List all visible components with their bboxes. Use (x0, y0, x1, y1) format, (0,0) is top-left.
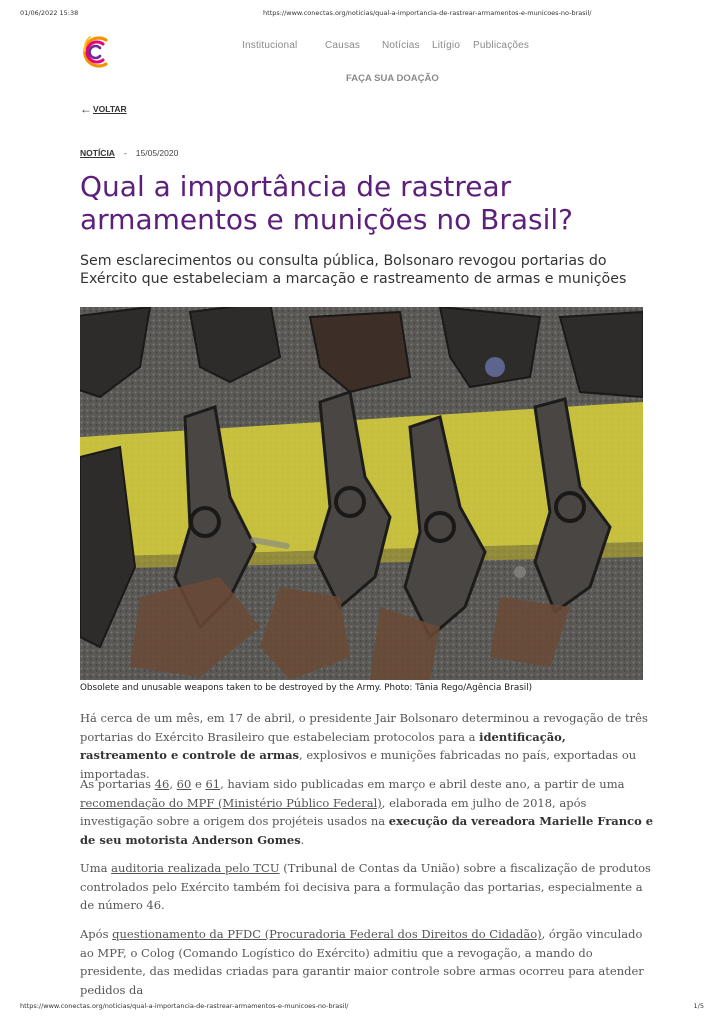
category-link[interactable]: NOTÍCIA (80, 148, 115, 158)
paragraph-3: Uma auditoria realizada pelo TCU (Tribunal de Contas da União) sobre a fiscalização de produtos controlados pelo Exército também foi decisiva para a formulação das portarias, especialmente a de número 46. (80, 861, 651, 912)
print-header (20, 9, 704, 21)
back-label: VOLTAR (93, 104, 127, 114)
paragraph-1: Há cerca de um mês, em 17 de abril, o presidente Jair Bolsonaro determinou a revogação de três portarias do Exército Brasileiro que estabeleciam protocolos para a identificação, rastreamento e controle de armas, explosivos e munições fabricadas no país, exportadas ou importadas. (80, 711, 648, 781)
conectas-logo-icon (80, 33, 112, 71)
print-timestamp: 01/06/2022 15:38 (20, 9, 79, 17)
article-title: Qual a importância de rastrear armamentos e munições no Brasil? (80, 170, 574, 236)
link-portaria-46[interactable]: 46 (154, 777, 170, 791)
article-meta (80, 148, 178, 158)
paragraph-2: As portarias 46, 60 e 61, haviam sido publicadas em março e abril deste ano, a partir de uma recomendação do MPF (Ministério Público Federal), elaborada em julho de 2018, após investigação sobre a origem dos projéteis usados na execução da vereadora Marielle Franco e de seu motorista Anderson Gomes. (80, 777, 654, 847)
weapons-photo-illustration (80, 307, 643, 680)
nav-item-litigio[interactable]: Litígio (432, 40, 461, 51)
photo-caption: Obsolete and unusable weapons taken to be destroyed by the Army. Photo: Tânia Rego/Agência Brasil) (80, 683, 533, 693)
link-portaria-61[interactable]: 61 (205, 777, 221, 791)
nav-item-publicacoes[interactable]: Publicações (473, 40, 530, 51)
footer-url: https://www.conectas.org/noticias/qual-a-importancia-de-rastrear-armamentos-e-municoes-no-brasil/ (20, 1002, 349, 1010)
article-subtitle: Sem esclarecimentos ou consulta pública, Bolsonaro revogou portarias do Exército que estabeleciam a marcação e rastreamento de armas e munições (80, 253, 627, 287)
page-number: 1/5 (693, 1002, 704, 1010)
link-questionamento-pfdc[interactable]: questionamento da PFDC (Procuradoria Federal dos Direitos do Cidadão) (112, 927, 542, 941)
print-url: https://www.conectas.org/noticias/qual-a-importancia-de-rastrear-armamentos-e-municoes-no-brasil/ (263, 9, 592, 17)
back-link[interactable] (80, 104, 127, 114)
article-photo (80, 307, 643, 680)
link-recomendacao-mpf[interactable]: recomendação do MPF (Ministério Público Federal) (80, 795, 382, 810)
meta-separator: - (123, 148, 127, 158)
conectas-logo[interactable] (80, 33, 112, 71)
link-portaria-60[interactable]: 60 (176, 777, 192, 791)
link-auditoria-tcu[interactable]: auditoria realizada pelo TCU (111, 861, 280, 875)
paragraph-4: Após questionamento da PFDC (Procuradoria Federal dos Direitos do Cidadão), órgão vinculado ao MPF, o Colog (Comando Logístico do Exército) admitiu que a revogação, a mando do presidente, das medidas criadas para garantir maior controle sobre armas ocorreu para atender pedidos da (80, 927, 644, 997)
nav-item-noticias[interactable]: Notícias (382, 40, 420, 51)
donate-link[interactable]: FAÇA SUA DOAÇÃO (346, 73, 439, 84)
article-date: 15/05/2020 (135, 148, 179, 158)
arrow-left-icon: ← (80, 102, 92, 116)
nav-item-institucional[interactable]: Institucional (242, 40, 298, 51)
print-footer (20, 1002, 704, 1014)
nav-item-causas[interactable]: Causas (325, 40, 361, 51)
